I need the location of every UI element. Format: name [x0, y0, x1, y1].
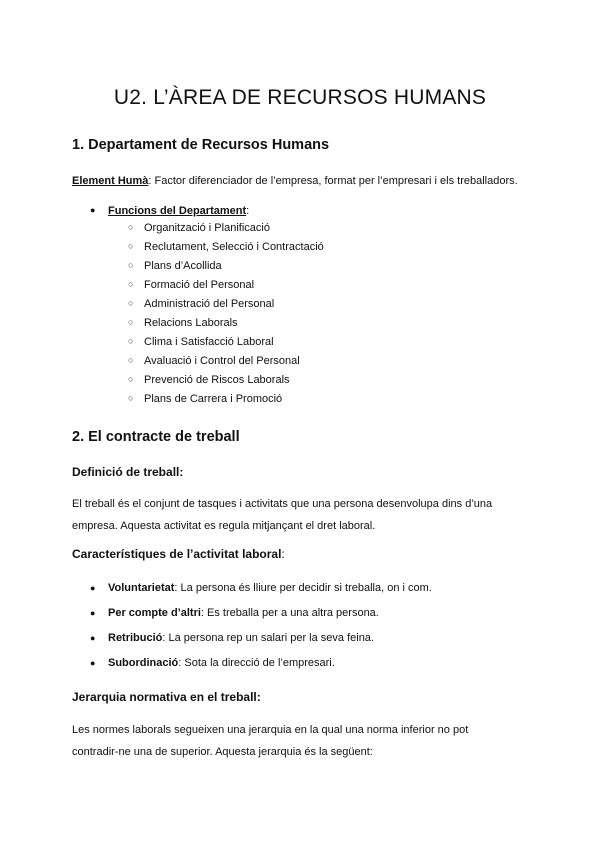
circle-bullet-icon: ○: [128, 222, 134, 232]
features-heading: Característiques de l’activitat laboral:: [72, 547, 285, 561]
circle-bullet-icon: ○: [128, 279, 134, 289]
bullet-dot-icon: ●: [90, 633, 96, 643]
document-page: U2. L’ÀREA DE RECURSOS HUMANS 1. Departament de Recursos Humans Element Humà: Factor diferenciador de l’empresa, format per l’empresari i els treballadors. ● Funcions del Departament: ○ Organització i Planificació ○ Reclutament, Selecció i Contractació ○ Plans d’Acollida ○ Formació del Personal ○ Administració del Personal ○ Relacions Laborals ○ Clima i Satisfacció Laboral ○ Avaluació i Control del Personal ○ Prevenció de Riscos Laborals ○ Plans de Carrera i Promoció 2. El contracte de treball Definició de treball: El treball és el conjunt de tasques i activitats que una persona desenvolupa dins d’una empresa. Aquesta activitat es regula mitjançant el dret laboral. Característiques de l’activitat laboral: ● Voluntarietat: La persona és lliure per decidir si treballa, on i com. ● Per compte d’altri: Es treballa per a una altra persona. ● Retribució: La persona rep un salari per la seva feina. ● Subordinació: Sota la direcció de l’empresari. Jerarquia normativa en el treball: Les normes laborals segueixen una jerarquia en la qual una norma inferior no pot contradir-ne una de superior. Aquesta jerarquia és la següent:: [0, 0, 600, 848]
circle-bullet-icon: ○: [128, 393, 134, 403]
element-huma-label: Element Humà: [72, 175, 149, 187]
bullet-dot-icon: ●: [90, 658, 96, 668]
definition-heading: Definició de treball:: [72, 465, 184, 479]
functions-label: Funcions del Departament: [108, 205, 247, 217]
element-huma-text: : Factor diferenciador de l’empresa, format per l’empresari i els treballadors.: [148, 175, 518, 187]
bullet-dot-icon: ●: [90, 608, 96, 618]
circle-bullet-icon: ○: [128, 298, 134, 308]
element-huma-paragraph: [72, 170, 532, 192]
functions-suffix: :: [246, 205, 250, 217]
hierarchy-paragraph: Les normes laborals segueixen una jerarquia en la qual una norma inferior no pot contradir-ne una de superior. Aquesta jerarquia és la següent:: [72, 724, 469, 758]
circle-bullet-icon: ○: [128, 317, 134, 327]
circle-bullet-icon: ○: [128, 260, 134, 270]
bullet-dot-icon: ●: [90, 205, 96, 215]
section2-heading: 2. El contracte de treball: [72, 429, 240, 445]
circle-bullet-icon: ○: [128, 374, 134, 384]
circle-bullet-icon: ○: [128, 241, 134, 251]
hierarchy-heading: Jerarquia normativa en el treball:: [72, 690, 261, 704]
circle-bullet-icon: ○: [128, 355, 134, 365]
bullet-dot-icon: ●: [90, 583, 96, 593]
section1-heading: 1. Departament de Recursos Humans: [72, 137, 330, 153]
document-title: U2. L’ÀREA DE RECURSOS HUMANS: [113, 86, 487, 109]
circle-bullet-icon: ○: [128, 336, 134, 346]
definition-paragraph: El treball és el conjunt de tasques i activitats que una persona desenvolupa dins d’una empresa. Aquesta activitat es regula mitjançant el dret laboral.: [72, 498, 493, 532]
